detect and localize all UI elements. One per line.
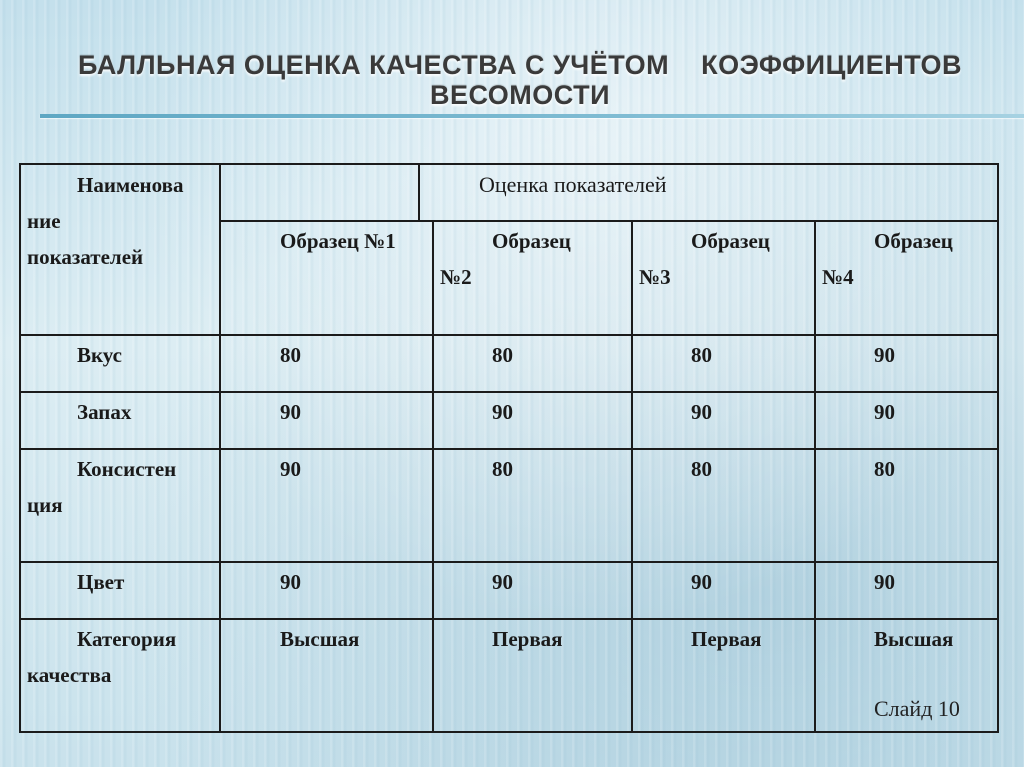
row-value-sample-2: Первая [492, 627, 563, 651]
row-value-sample-2: 80 [492, 457, 513, 481]
table-divider [21, 391, 997, 393]
slide-title [40, 50, 1000, 110]
table-divider [814, 221, 816, 731]
row-name: Запах [77, 400, 132, 424]
row-value-sample-1: 80 [280, 343, 301, 367]
row-value-sample-1: 90 [280, 400, 301, 424]
header-name-col-line-1: Наименова [77, 173, 184, 197]
slide-number-label: Слайд 10 [874, 696, 960, 721]
row-name-line-1: Консистен [77, 457, 177, 481]
header-sample-1: Образец №1 [280, 229, 396, 253]
table-divider [21, 561, 997, 563]
table-divider [21, 448, 997, 450]
header-sample-2-line-1: Образец [492, 229, 571, 253]
header-sample-2-line-2: №2 [440, 265, 472, 289]
row-name-line-2: ция [27, 493, 63, 517]
row-name-line-2: качества [27, 663, 112, 687]
row-value-sample-2: 90 [492, 570, 513, 594]
row-value-sample-4: 90 [874, 570, 895, 594]
row-value-sample-1: 90 [280, 457, 301, 481]
header-group-label: Оценка показателей [479, 172, 667, 197]
title-underline [40, 114, 1024, 118]
slide-title-line-1: БАЛЛЬНАЯ ОЦЕНКА КАЧЕСТВА С УЧЁТОМ КОЭФФИЦИЕНТОВ [77, 50, 963, 80]
row-value-sample-1: 90 [280, 570, 301, 594]
header-sample-4-line-2: №4 [822, 265, 854, 289]
row-value-sample-4: Высшая [874, 627, 954, 651]
table-divider [631, 221, 633, 731]
row-name-line-1: Категория [77, 627, 177, 651]
table-divider [219, 220, 997, 222]
header-name-col-line-2: ние [27, 209, 61, 233]
slide-title-line-2: ВЕСОМОСТИ [429, 80, 611, 110]
row-value-sample-3: 90 [691, 400, 712, 424]
row-value-sample-1: Высшая [280, 627, 360, 651]
table-divider [432, 221, 434, 731]
table-divider [418, 165, 420, 221]
table-divider [21, 618, 997, 620]
header-sample-4-line-1: Образец [874, 229, 953, 253]
row-value-sample-3: 90 [691, 570, 712, 594]
row-value-sample-2: 80 [492, 343, 513, 367]
header-name-col-line-3: показателей [27, 245, 144, 269]
header-sample-3-line-2: №3 [639, 265, 671, 289]
row-value-sample-3: 80 [691, 343, 712, 367]
quality-score-table [19, 163, 999, 733]
row-value-sample-3: 80 [691, 457, 712, 481]
row-name: Вкус [77, 343, 122, 367]
row-value-sample-2: 90 [492, 400, 513, 424]
table-divider [21, 334, 997, 336]
row-value-sample-4: 90 [874, 400, 895, 424]
row-value-sample-4: 80 [874, 457, 895, 481]
header-sample-3-line-1: Образец [691, 229, 770, 253]
row-value-sample-4: 90 [874, 343, 895, 367]
row-value-sample-3: Первая [691, 627, 762, 651]
row-name: Цвет [77, 570, 125, 594]
